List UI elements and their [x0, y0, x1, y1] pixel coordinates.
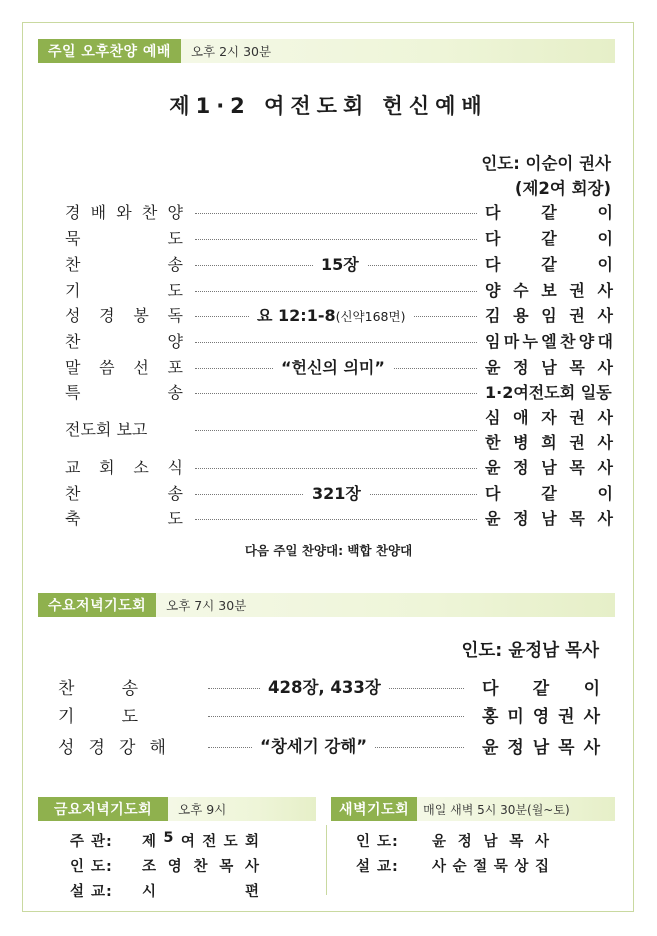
- sunday-leader: 인도: 이순이 권사: [481, 154, 611, 173]
- order-performer: 임 마 누 엘 찬 양 대: [485, 332, 613, 351]
- leader-dots: [195, 291, 477, 292]
- leader-dots: [208, 716, 464, 717]
- detail-key: 주 관:: [70, 834, 113, 850]
- friday-header: [38, 797, 316, 821]
- order-row: [65, 481, 613, 505]
- dawn-tab: 새벽기도회: [331, 797, 417, 821]
- order-label: 전도회 보고: [65, 420, 148, 439]
- order-performer: 윤 정 남 목 사: [485, 509, 613, 528]
- order-label: 기 도: [65, 281, 183, 300]
- order-label: 성 경 강 해: [58, 738, 166, 758]
- order-performer: 다 같 이: [485, 229, 613, 248]
- sunday-time: 오후 2시 30분: [181, 39, 615, 63]
- detail-value: 사 순 절 묵 상 집: [432, 859, 550, 875]
- order-performer: 심 애 자 권 사: [485, 408, 613, 427]
- detail-key: 설 교:: [356, 859, 399, 875]
- order-label: 성 경 봉 독: [65, 306, 183, 325]
- order-row: [65, 506, 613, 530]
- order-performer: 한 병 희 권 사: [485, 433, 613, 452]
- leader-dots: [195, 468, 477, 469]
- order-label: 찬 송: [58, 679, 138, 699]
- order-performer: 윤 정 남 목 사: [485, 458, 613, 477]
- column-divider: [326, 825, 327, 895]
- order-label: 교 회 소 식: [65, 458, 183, 477]
- detail-value: 윤 정 남 목 사: [432, 834, 550, 850]
- order-label: 특 송: [65, 383, 183, 402]
- order-row: [65, 355, 613, 379]
- order-detail: “창세기 강해”: [252, 733, 375, 757]
- order-row: [65, 405, 613, 452]
- friday-tab: 금요저녁기도회: [38, 797, 168, 821]
- leader-dots: [195, 393, 477, 394]
- detail-key: 인 도:: [70, 859, 113, 875]
- leader-dots: [195, 342, 477, 343]
- order-label: 찬 송: [65, 484, 183, 503]
- wednesday-header: [38, 593, 615, 617]
- order-row: [58, 733, 600, 759]
- order-row: [65, 226, 613, 250]
- order-performer: 다 같 이: [482, 679, 600, 699]
- order-row: [65, 455, 613, 479]
- order-detail: 15장: [313, 252, 367, 275]
- order-performer: 김 용 임 권 사: [485, 306, 613, 325]
- order-row: [65, 329, 613, 353]
- wednesday-time: 오후 7시 30분: [156, 593, 615, 617]
- order-detail: 428장, 433장: [260, 674, 389, 698]
- next-choir-note: 다음 주일 찬양대: 백합 찬양대: [244, 543, 413, 558]
- order-performer: 홍 미 영 권 사: [482, 707, 600, 727]
- order-label: 묵 도: [65, 229, 183, 248]
- order-label: 찬 양: [65, 332, 183, 351]
- wednesday-tab: 수요저녁기도회: [38, 593, 156, 617]
- dawn-time: 매일 새벽 5시 30분(월~토): [417, 797, 615, 821]
- leader-dots: [195, 430, 477, 431]
- detail-value: 조 영 찬 목 사: [142, 859, 260, 875]
- order-row: [65, 380, 613, 404]
- order-performer: 양 수 보 권 사: [485, 281, 613, 300]
- order-label: 말 씀 선 포: [65, 358, 183, 377]
- order-performer: 다 같 이: [485, 203, 613, 222]
- order-row: [58, 702, 600, 728]
- order-label: 축 도: [65, 509, 183, 528]
- order-row: [65, 200, 613, 224]
- order-row: [65, 303, 613, 327]
- order-performer: 다 같 이: [485, 255, 613, 274]
- order-label: 찬 송: [65, 255, 183, 274]
- dawn-header: [331, 797, 615, 821]
- leader-dots: [195, 519, 477, 520]
- detail-value: 제 5 여 전 도 회: [142, 830, 260, 850]
- sunday-leader-note: (제2여 회장): [514, 179, 611, 198]
- service-title: 제1·2 여전도회 헌신예배: [169, 94, 488, 118]
- order-detail: 321장: [304, 481, 369, 504]
- leader-dots: [195, 213, 477, 214]
- leader-dots: [195, 239, 477, 240]
- order-label: 기 도: [58, 707, 138, 727]
- order-performer: 다 같 이: [485, 484, 613, 503]
- order-row: [65, 252, 613, 276]
- order-detail: 요 12:1-8(신약168면): [249, 303, 413, 326]
- order-row: [65, 278, 613, 302]
- detail-value: 시 편: [142, 884, 260, 900]
- wednesday-leader: 인도: 윤정남 목사: [461, 641, 599, 661]
- sunday-header: [38, 39, 615, 63]
- sunday-tab: 주일 오후찬양 예배: [38, 39, 181, 63]
- friday-time: 오후 9시: [168, 797, 316, 821]
- order-label: 경 배 와 찬 양: [65, 203, 183, 222]
- order-row: [58, 674, 600, 700]
- order-performer: 1·2여전도회 일동: [485, 383, 612, 402]
- detail-key: 설 교:: [70, 884, 113, 900]
- order-performer: 윤 정 남 목 사: [482, 738, 600, 758]
- order-detail: “헌신의 의미”: [273, 355, 393, 378]
- detail-key: 인 도:: [356, 834, 399, 850]
- order-performer: 윤 정 남 목 사: [485, 358, 613, 377]
